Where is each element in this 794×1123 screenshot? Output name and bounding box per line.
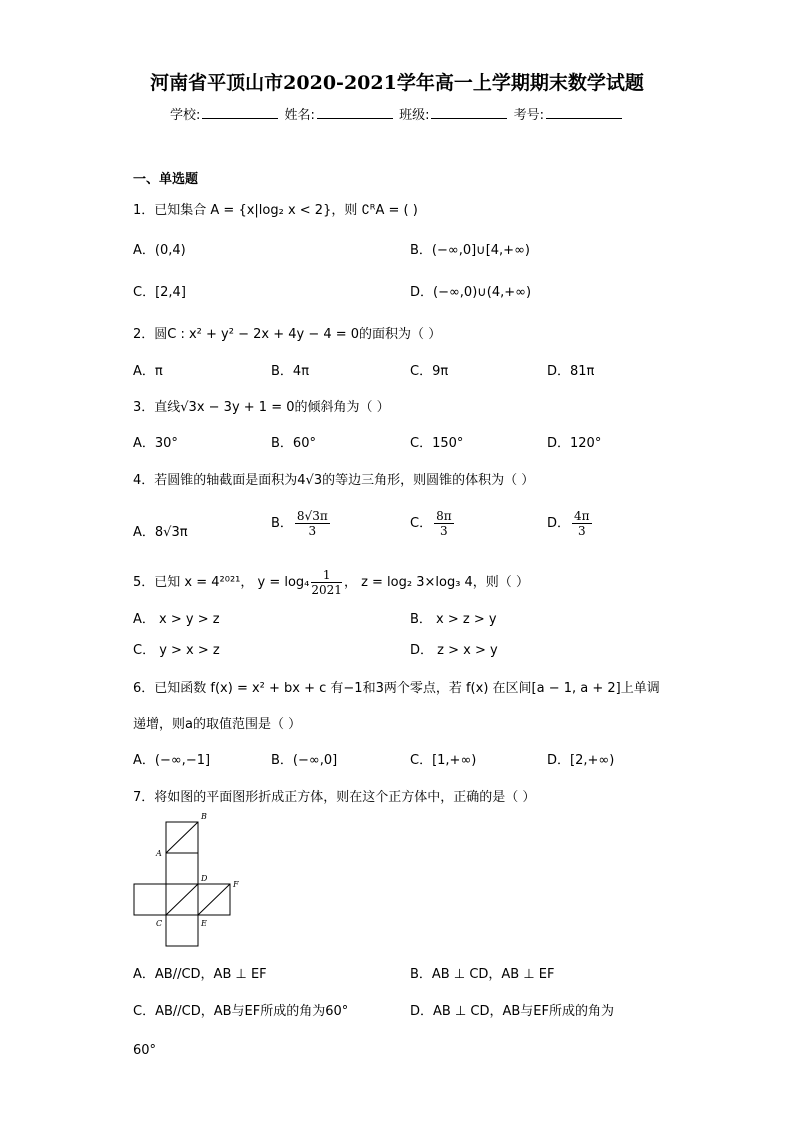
class-blank[interactable] [431, 104, 507, 119]
vertex-label-e: E [201, 919, 207, 928]
vertex-label-b: B [201, 812, 207, 821]
q1-option-d: D．(−∞,0)∪(4,+∞) [410, 285, 532, 300]
q5-option-d: D． z > x > y [410, 643, 498, 658]
question-2-stem: 2．圆C : x² + y² − 2x + 4y − 4 = 0的面积为（ ） [133, 327, 442, 342]
cube-net-figure [125, 805, 255, 950]
vertex-label-a: A [156, 849, 162, 858]
question-6-stem-line-2: 递增，则a的取值范围是（ ） [133, 717, 302, 732]
name-label: 姓名: [284, 108, 315, 123]
q6-option-b: B．(−∞,0] [271, 753, 338, 768]
vertex-label-f: F [233, 880, 239, 889]
id-blank[interactable] [546, 104, 622, 119]
q4-option-a: A．8√3π [133, 525, 188, 540]
question-6-stem-line-1: 6．已知函数 f(x) = x² + bx + c 有−1和3两个零点，若 f(x) 在区间[a − 1, a + 2]上单调 [133, 681, 660, 696]
vertex-label-d: D [201, 874, 208, 883]
q3-option-c: C．150° [410, 436, 464, 451]
q4-option-d-label: D． [547, 516, 571, 531]
q5-stem-part-b: ， z = log₂ 3×log₃ 4，则（ ） [343, 575, 529, 590]
q3-option-b: B．60° [271, 436, 316, 451]
fraction-denominator: 3 [440, 524, 448, 538]
school-label: 学校: [170, 108, 201, 123]
q4-option-b-fraction [295, 509, 330, 538]
q7-option-d-continued: 60° [133, 1043, 157, 1058]
q3-option-d: D．120° [547, 436, 602, 451]
q2-option-c: C．9π [410, 364, 449, 379]
question-7-stem: 7．将如图的平面图形折成正方体，则在这个正方体中，正确的是（ ） [133, 790, 536, 805]
vertex-label-c: C [156, 919, 163, 928]
fraction-numerator: 4π [574, 509, 590, 523]
q2-option-b: B．4π [271, 364, 310, 379]
q6-option-d: D．[2,+∞) [547, 753, 615, 768]
fraction-numerator: 1 [311, 568, 342, 583]
fraction-numerator: 8√3π [296, 509, 328, 523]
q5-option-c: C． y > x > z [133, 643, 220, 658]
question-5-stem [133, 568, 529, 597]
q4-option-c-label: C． [410, 516, 433, 531]
q2-option-a: A．π [133, 364, 163, 379]
fraction-denominator: 2021 [311, 583, 342, 597]
q4-option-c-fraction [434, 509, 454, 538]
q1-option-a: A．(0,4) [133, 243, 186, 258]
q4-option-c [410, 509, 456, 538]
class-label: 班级: [399, 108, 430, 123]
q7-option-c: C．AB//CD，AB与EF所成的角为60° [133, 1004, 349, 1019]
q2-option-d: D．81π [547, 364, 595, 379]
question-1-stem: 1．已知集合 A = {x|log₂ x < 2}，则 ∁ᴿA = ( ) [133, 203, 418, 218]
q4-option-b-label: B． [271, 516, 293, 531]
q4-option-b [271, 509, 332, 538]
section-title: 一、单选题 [133, 172, 199, 187]
q5-option-a: A． x > y > z [133, 612, 220, 627]
question-4-stem: 4．若圆锥的轴截面是面积为4√3的等边三角形，则圆锥的体积为（ ） [133, 473, 535, 488]
page-title: 河南省平顶山市2020-2021学年高一上学期期末数学试题 [150, 72, 644, 94]
name-blank[interactable] [317, 104, 393, 119]
q1-option-b: B．(−∞,0]∪[4,+∞) [410, 243, 530, 258]
q5-stem-part-a: 5．已知 x = 4²⁰²¹， y = log₄ [133, 575, 310, 590]
q7-option-d: D．AB ⊥ CD，AB与EF所成的角为 [410, 1004, 615, 1019]
fraction-denominator: 3 [577, 524, 586, 538]
q4-option-d-fraction [572, 509, 592, 538]
fraction-denominator: 3 [308, 524, 317, 538]
question-3-stem: 3．直线√3x − 3y + 1 = 0的倾斜角为（ ） [133, 400, 390, 415]
q3-option-a: A．30° [133, 436, 178, 451]
q6-option-a: A．(−∞,−1] [133, 753, 211, 768]
id-label: 考号: [513, 108, 544, 123]
q5-option-b: B． x > z > y [410, 612, 497, 627]
q7-option-b: B．AB ⊥ CD，AB ⊥ EF [410, 967, 555, 982]
q5-fraction [311, 568, 342, 597]
student-info-line [0, 104, 794, 123]
q6-option-c: C．[1,+∞) [410, 753, 477, 768]
school-blank[interactable] [202, 104, 278, 119]
fraction-numerator: 8π [436, 509, 452, 523]
q7-option-a: A．AB//CD，AB ⊥ EF [133, 967, 267, 982]
q4-option-d [547, 509, 594, 538]
q1-option-c: C．[2,4] [133, 285, 186, 300]
